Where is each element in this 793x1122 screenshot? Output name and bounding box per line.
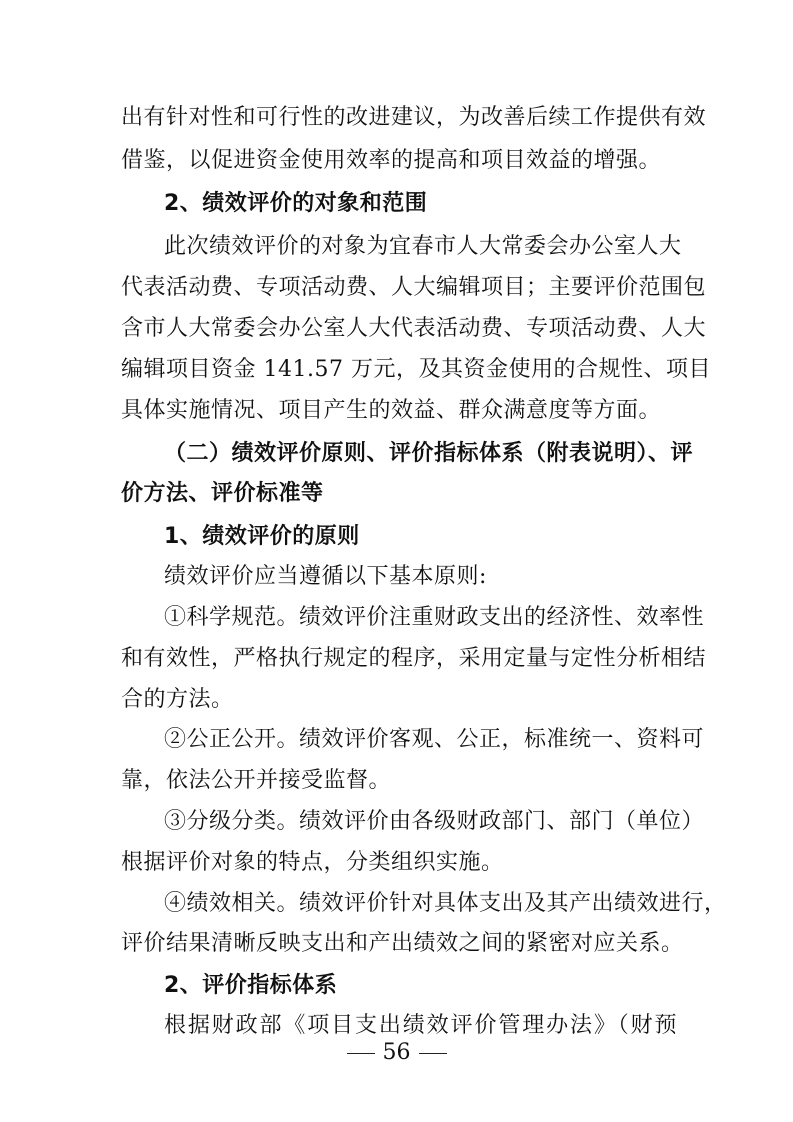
page-number: 56: [382, 1040, 411, 1065]
body-text-line: 具体实施情况、项目产生的效益、群众满意度等方面。: [121, 398, 662, 423]
body-text-line: 合的方法。: [121, 687, 234, 712]
body-text-line: 代表活动费、专项活动费、人大编辑项目；主要评价范围包: [121, 275, 707, 300]
body-text-line: 评价结果清晰反映支出和产出绩效之间的紧密对应关系。: [121, 931, 684, 956]
section-heading: 2、评价指标体系: [164, 973, 338, 998]
body-text-line: 根据评价对象的特点，分类组织实施。: [121, 850, 504, 875]
body-text-line: 和有效性，严格执行规定的程序，采用定量与定性分析相结: [121, 646, 707, 671]
body-text-line: 出有针对性和可行性的改进建议，为改善后续工作提供有效: [121, 105, 707, 130]
body-text-line: 靠，依法公开并接受监督。: [121, 768, 392, 793]
body-text-line: 此次绩效评价的对象为宜春市人大常委会办公室人大: [164, 234, 682, 259]
chapter-heading: （二）绩效评价原则、评价指标体系（附表说明）、评: [164, 441, 694, 466]
chapter-heading-continued: 价方法、评价标准等: [121, 481, 324, 506]
body-text-line: 含市人大常委会办公室人大代表活动费、专项活动费、人大: [121, 316, 707, 341]
body-text-line: 绩效评价应当遵循以下基本原则:: [164, 564, 487, 589]
page-footer: [0, 1038, 793, 1068]
section-heading: 2、绩效评价的对象和范围: [164, 191, 428, 216]
section-heading: 1、绩效评价的原则: [164, 524, 360, 549]
footer-dash-left: [347, 1053, 375, 1054]
principle-item: ③分级分类。绩效评价由各级财政部门、部门（单位）: [164, 809, 705, 834]
body-text-line: 根据财政部《项目支出绩效评价管理办法》（财预: [164, 1013, 677, 1038]
body-text-line: 借鉴，以促进资金使用效率的提高和项目效益的增强。: [121, 148, 662, 173]
footer-dash-right: [419, 1053, 447, 1054]
principle-item: ④绩效相关。绩效评价针对具体支出及其产出绩效进行，: [164, 891, 727, 916]
body-text-line: 编辑项目资金 141.57 万元，及其资金使用的合规性、项目: [121, 357, 711, 382]
principle-item: ②公正公开。绩效评价客观、公正，标准统一、资料可: [164, 727, 705, 752]
principle-item: ①科学规范。绩效评价注重财政支出的经济性、效率性: [164, 605, 705, 630]
